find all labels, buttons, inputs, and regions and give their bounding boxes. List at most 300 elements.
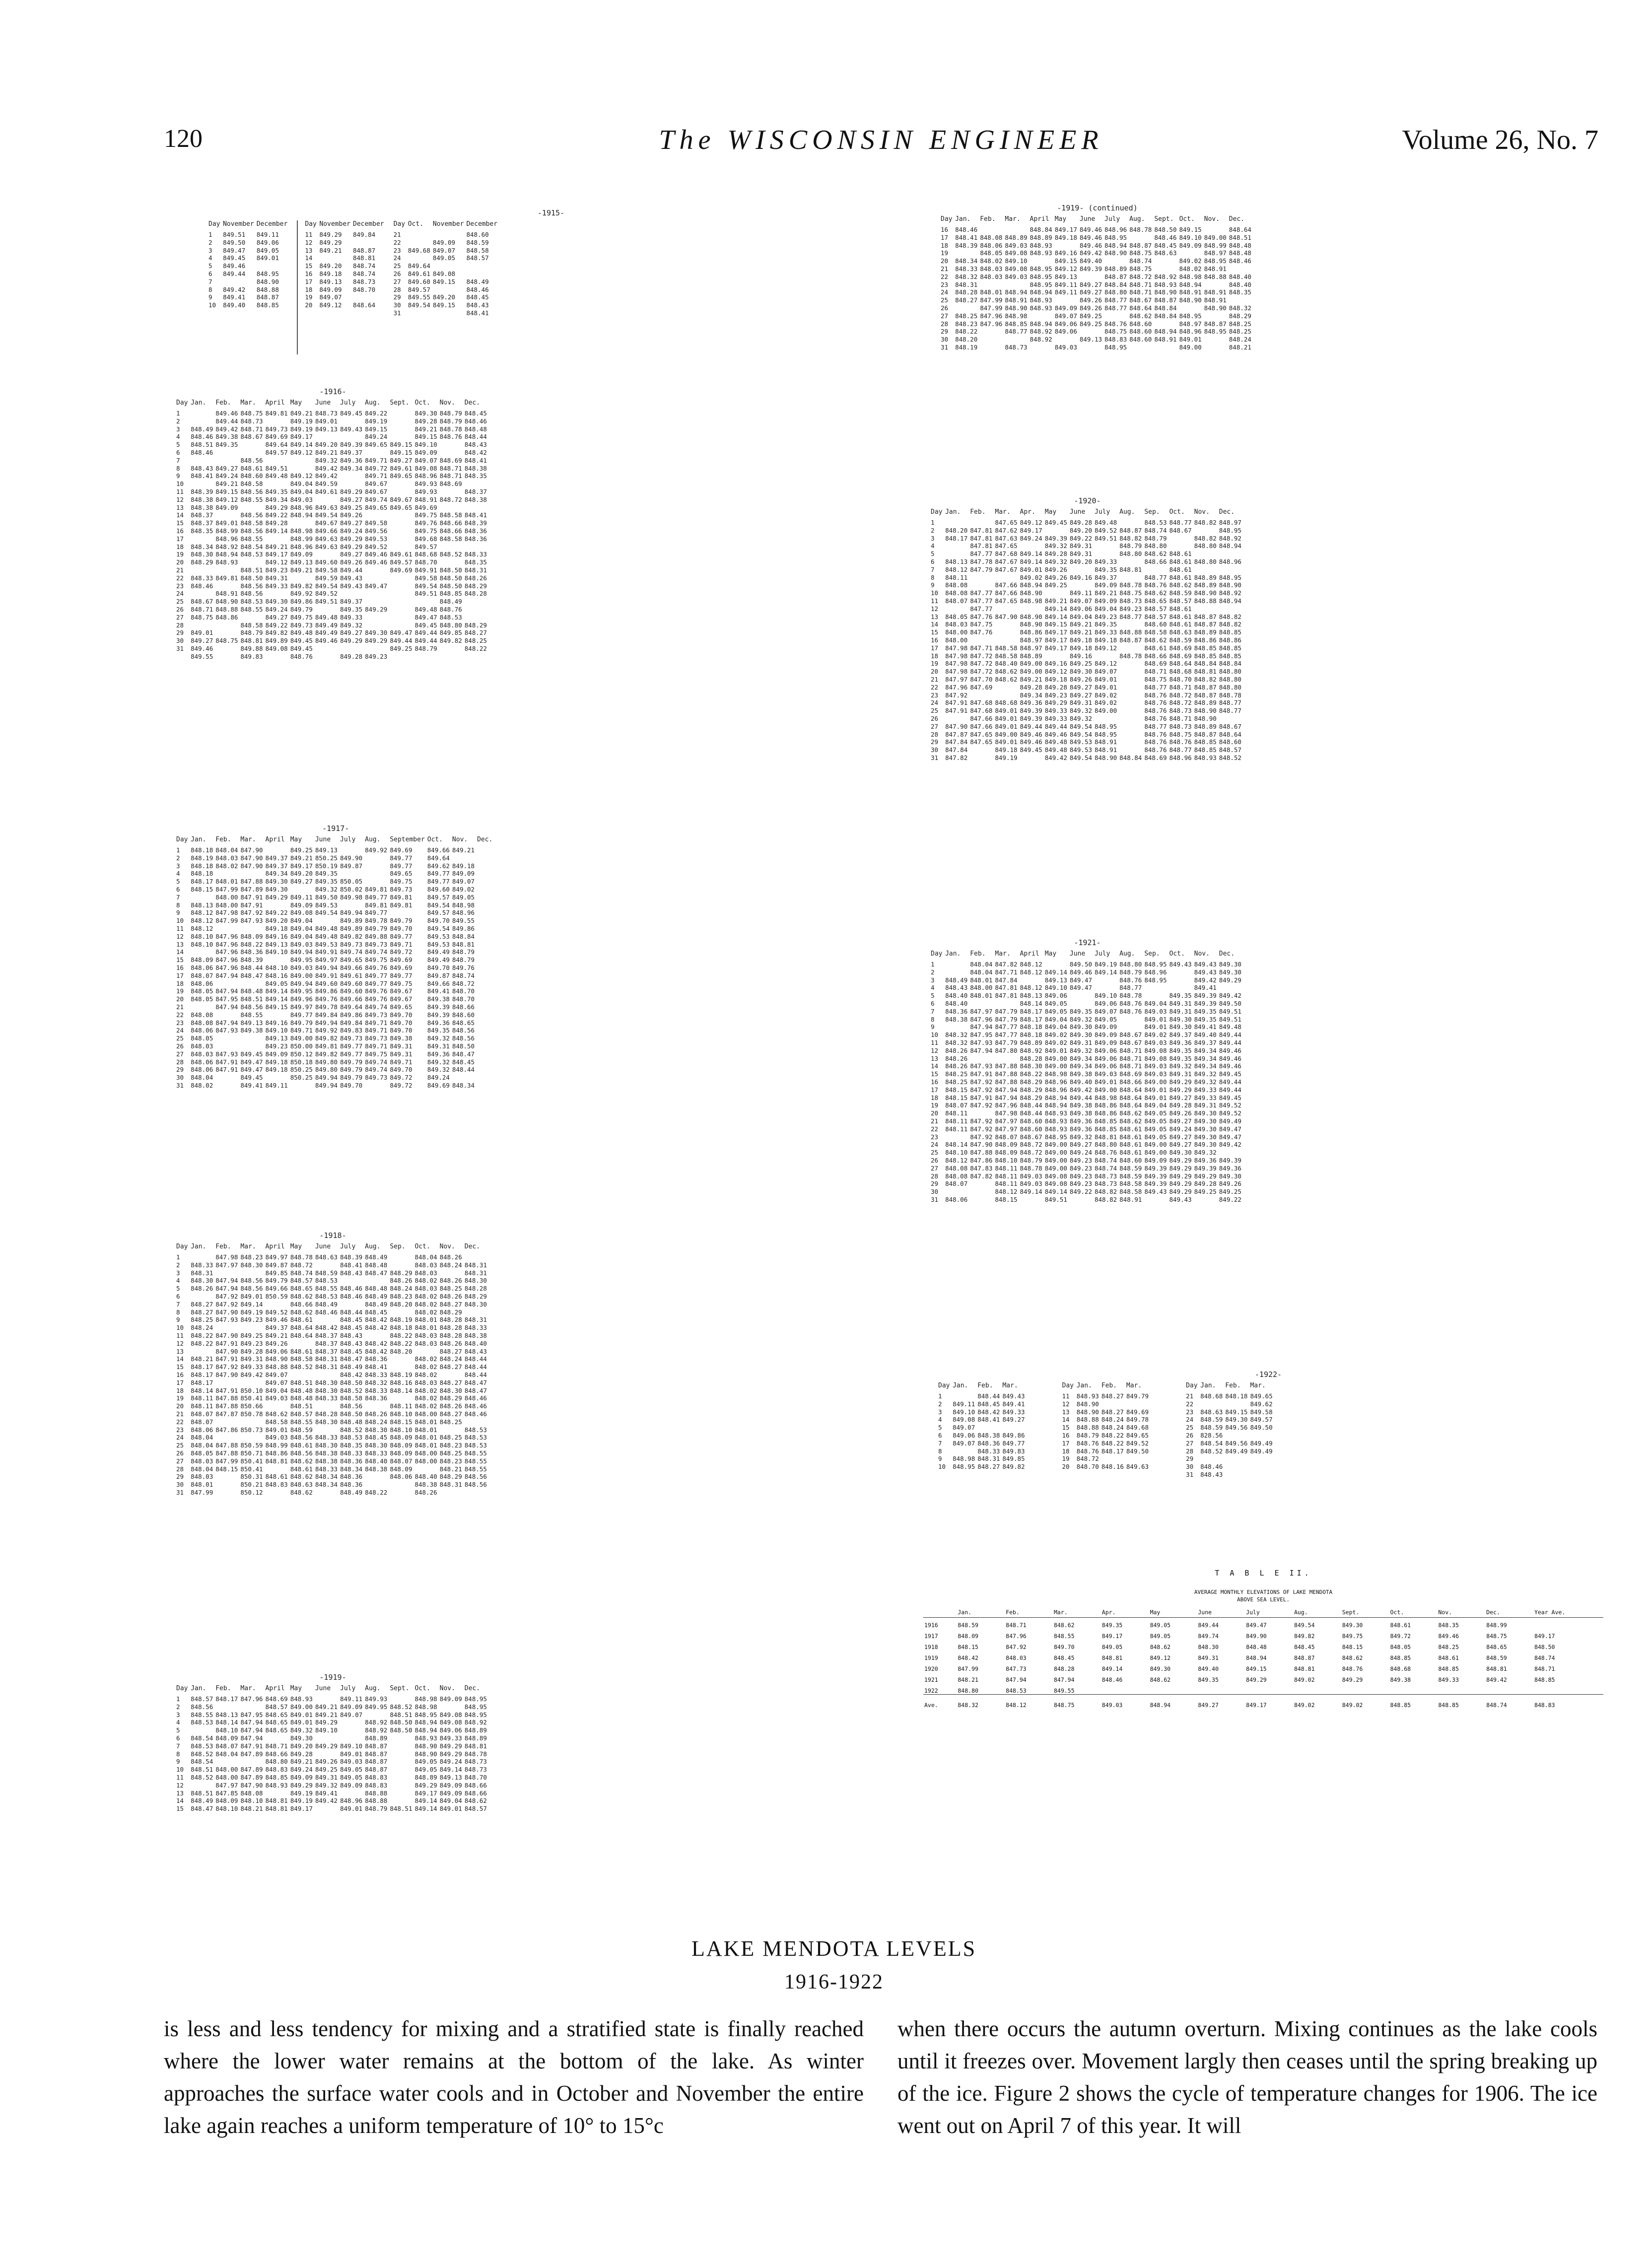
value-cell: 848.58	[340, 1394, 363, 1402]
value-cell: 848.05	[191, 987, 213, 995]
value-cell: 849.01	[1144, 1023, 1167, 1031]
value-cell	[215, 511, 240, 519]
value-cell: 847.91	[970, 1070, 993, 1078]
value-cell: 849.74	[365, 1003, 388, 1011]
value-cell: 848.95	[414, 1711, 437, 1718]
value-cell: 849.60	[408, 277, 430, 285]
day-cell: 15	[1062, 1424, 1070, 1432]
value-cell: 849.54	[1069, 754, 1092, 761]
day-cell: 21	[393, 231, 401, 238]
table-row	[208, 270, 290, 278]
value-cell: 848.19	[390, 1371, 413, 1378]
value-cell: 848.40	[365, 1457, 388, 1465]
value-cell	[1194, 550, 1219, 558]
table-row	[176, 550, 489, 558]
value-cell: 849.29	[1246, 1676, 1267, 1683]
value-cell	[465, 1489, 489, 1497]
value-cell: 849.50	[1126, 1447, 1149, 1455]
value-cell: 849.30	[1169, 1015, 1192, 1023]
value-cell: 848.48	[1246, 1644, 1267, 1650]
value-cell: 849.09	[215, 503, 238, 511]
table-row	[941, 249, 1254, 257]
table-row	[938, 1440, 1028, 1447]
value-cell	[1119, 738, 1144, 746]
value-cell: 848.32	[945, 1038, 968, 1046]
value-cell: 848.62	[290, 1473, 313, 1481]
value-cell: 848.25	[439, 1449, 462, 1457]
value-cell: 848.75	[1144, 675, 1167, 683]
value-cell	[223, 278, 257, 286]
value-cell: 848.94	[1154, 328, 1177, 336]
value-cell: 849.27	[215, 464, 238, 472]
value-cell: 849.14	[1044, 613, 1067, 620]
value-cell: 848.51	[390, 1805, 413, 1813]
value-cell: 849.36	[1219, 1164, 1241, 1172]
value-cell: 848.60	[466, 231, 489, 238]
day-cell: 8	[176, 1750, 180, 1758]
value-cell: 849.16	[1044, 660, 1067, 668]
value-cell: 848.87	[365, 1766, 388, 1774]
value-cell: 849.56	[365, 527, 388, 535]
value-cell: 848.24	[365, 1418, 388, 1426]
value-cell	[995, 691, 1020, 699]
value-cell: 848.64	[1129, 304, 1152, 312]
value-cell: 849.00	[290, 1703, 313, 1711]
value-cell: 849.45	[290, 644, 313, 652]
table-row	[176, 1042, 495, 1050]
value-cell: 848.14	[215, 1718, 238, 1726]
value-cell	[1204, 312, 1229, 320]
day-cell: 8	[938, 1447, 942, 1455]
value-cell: 849.79	[340, 1058, 363, 1066]
value-cell: 847.91	[240, 1742, 263, 1750]
value-cell: 848.66	[439, 519, 462, 527]
value-cell	[440, 441, 465, 449]
column-header: Day	[1062, 1382, 1074, 1389]
table-row	[176, 645, 489, 653]
value-cell: 849.31	[390, 1042, 413, 1050]
value-cell: 848.39	[191, 487, 213, 495]
value-cell	[191, 1782, 215, 1789]
value-cell: 848.01	[980, 288, 1003, 296]
value-cell: 848.01	[191, 1481, 213, 1489]
value-cell	[340, 1726, 365, 1734]
value-cell: 849.69	[1126, 1408, 1149, 1416]
value-cell: 848.36	[365, 1394, 388, 1402]
value-cell: 848.95	[1095, 730, 1117, 738]
value-cell: 847.82	[995, 961, 1018, 968]
column-header: Oct.	[408, 220, 423, 228]
value-cell: 848.54	[1200, 1439, 1223, 1447]
value-cell: 849.29	[319, 231, 342, 238]
value-cell: 848.87	[1194, 613, 1217, 620]
value-cell: 849.35	[340, 605, 363, 613]
value-cell: 849.46	[1079, 233, 1102, 241]
value-cell: 848.11	[945, 1117, 968, 1125]
day-cell: 17	[941, 233, 949, 241]
value-cell: 849.82	[315, 1050, 338, 1058]
value-cell: 848.93	[1194, 754, 1217, 761]
value-cell: 849.47	[390, 629, 413, 637]
value-cell	[995, 684, 1020, 691]
value-cell: 848.23	[439, 1457, 462, 1465]
value-cell	[390, 1355, 414, 1363]
day-cell: 21	[176, 566, 184, 574]
table-row	[931, 1133, 1244, 1141]
value-cell: 849.20	[315, 441, 338, 449]
table-row	[176, 1766, 489, 1774]
value-cell: 849.73	[365, 1074, 388, 1082]
day-cell: 11	[1062, 1392, 1070, 1400]
value-cell: 849.53	[315, 901, 338, 909]
value-cell: 849.15	[365, 425, 388, 433]
value-cell: 849.24	[215, 472, 238, 480]
value-cell: 848.64	[1119, 1094, 1142, 1101]
day-cell: 5	[176, 441, 180, 449]
value-cell: 848.12	[945, 565, 968, 573]
value-cell: 848.89	[464, 1734, 487, 1742]
day-cell: 14	[931, 620, 939, 628]
table-row	[208, 278, 290, 286]
value-cell: 849.32	[1069, 1015, 1092, 1023]
value-cell: 848.55	[464, 1457, 487, 1465]
value-cell: 848.90	[215, 598, 238, 606]
value-cell: 848.29	[191, 558, 213, 566]
value-cell: 848.90	[1179, 296, 1202, 304]
value-cell: 849.57	[427, 893, 450, 901]
table-row	[931, 589, 1244, 597]
column-header: Sep.	[1144, 950, 1160, 958]
day-cell: 5	[176, 878, 180, 886]
table-row	[931, 691, 1244, 699]
value-cell	[1219, 984, 1244, 992]
table-row	[176, 558, 489, 566]
value-cell: 849.25	[1079, 320, 1102, 328]
column-header: Day	[176, 1685, 188, 1692]
day-cell: 26	[176, 1449, 184, 1457]
value-cell: 848.06	[191, 1066, 213, 1074]
value-cell: 848.24	[1101, 1416, 1124, 1424]
value-cell: 848.78	[1129, 226, 1152, 233]
day-cell: 17	[931, 1086, 939, 1094]
day-cell: 10	[176, 1324, 184, 1332]
value-cell: 848.29	[439, 1473, 462, 1481]
value-cell: 848.85	[1534, 1676, 1555, 1683]
table-row	[941, 320, 1254, 328]
value-cell: 849.12	[265, 558, 288, 566]
column-header: May	[290, 399, 302, 407]
value-cell: 849.23	[365, 652, 388, 660]
table-row	[941, 336, 1254, 343]
value-cell: 849.32	[315, 885, 338, 893]
value-cell: 849.53	[427, 940, 450, 948]
value-cell	[390, 653, 414, 661]
value-cell: 849.47	[1069, 976, 1092, 984]
value-cell: 849.39	[1044, 534, 1067, 542]
table-row	[931, 597, 1244, 605]
value-cell: 849.17	[414, 1789, 437, 1797]
value-cell: 849.34	[340, 464, 363, 472]
value-cell: 848.55	[240, 1011, 263, 1019]
value-cell: 848.78	[1119, 581, 1142, 589]
value-cell: 849.88	[365, 932, 388, 940]
value-cell: 849.16	[265, 1019, 288, 1027]
day-cell: 11	[176, 924, 184, 932]
value-cell: 849.07	[265, 1378, 288, 1386]
table-row	[931, 613, 1244, 621]
value-cell: 848.91	[1095, 738, 1117, 746]
value-cell: 849.13	[1044, 976, 1067, 984]
value-cell	[1225, 1471, 1250, 1479]
value-cell: 848.03	[980, 265, 1003, 273]
value-cell: 849.15	[1054, 257, 1077, 265]
value-cell: 848.68	[414, 550, 437, 558]
value-cell	[365, 614, 390, 621]
day-cell: 7	[208, 277, 212, 285]
value-cell: 848.79	[452, 948, 475, 956]
value-cell: 847.90	[970, 1141, 993, 1149]
value-cell: 848.83	[265, 1481, 288, 1489]
value-cell: 848.68	[1390, 1665, 1411, 1672]
value-cell: 847.77	[970, 550, 993, 558]
value-cell	[215, 1489, 240, 1497]
column-header: November	[432, 220, 464, 228]
day-cell: 29	[931, 738, 939, 746]
value-cell: 849.15	[390, 448, 413, 456]
value-cell: 848.00	[215, 901, 238, 909]
value-cell: 848.20	[390, 1300, 413, 1308]
table-1921-title: -1921-	[1074, 938, 1101, 947]
value-cell: 848.34	[315, 1481, 338, 1489]
value-cell: 848.04	[414, 1253, 437, 1261]
value-cell: 848.56	[464, 1473, 487, 1481]
value-cell: 847.68	[970, 707, 993, 715]
value-cell: 848.86	[1194, 636, 1217, 644]
column-header: Day	[941, 215, 953, 223]
value-cell: 848.38	[191, 495, 213, 503]
value-cell: 849.66	[340, 995, 363, 1003]
value-cell: 848.96	[1044, 1086, 1067, 1094]
value-cell: 848.79	[240, 629, 263, 637]
value-cell: 849.11	[340, 1695, 363, 1703]
value-cell: 849.89	[340, 917, 363, 925]
value-cell: 849.02	[1341, 1695, 1389, 1709]
value-cell: 848.29	[464, 621, 487, 629]
table-row	[1062, 1455, 1152, 1463]
value-cell: 848.02	[414, 1386, 437, 1394]
value-cell	[340, 870, 365, 878]
value-cell	[315, 1261, 340, 1269]
value-cell: 848.50	[240, 574, 263, 582]
value-cell: 847.92	[970, 1078, 993, 1086]
value-cell: 848.82	[1219, 613, 1241, 620]
value-cell: 848.94	[1246, 1654, 1267, 1661]
value-cell: 848.76	[290, 652, 313, 660]
table-block-grid	[938, 1382, 1028, 1471]
value-cell: 849.27	[1079, 288, 1102, 296]
value-cell: 848.90	[1204, 304, 1227, 312]
value-cell	[390, 488, 414, 496]
value-cell: 847.94	[240, 1726, 263, 1734]
value-cell: 849.65	[1126, 1431, 1149, 1439]
column-header: May	[1044, 508, 1057, 516]
value-cell: 848.55	[1053, 1633, 1075, 1640]
value-cell: 849.20	[1069, 526, 1092, 534]
day-cell: 20	[305, 301, 313, 309]
value-cell: 848.03	[414, 1331, 437, 1339]
value-cell: 849.28	[290, 1750, 313, 1758]
value-cell: 849.11	[1054, 288, 1077, 296]
value-cell: 849.77	[390, 971, 413, 979]
column-header: Feb.	[1005, 1607, 1053, 1618]
value-cell: 848.77	[1169, 519, 1192, 526]
value-cell	[1389, 1683, 1438, 1695]
value-cell: 847.77	[995, 1023, 1018, 1031]
value-cell: 849.46	[365, 550, 388, 558]
value-cell: 849.17	[1054, 226, 1077, 233]
table-row	[176, 1019, 495, 1027]
table-row	[176, 870, 495, 878]
value-cell: 847.87	[945, 730, 968, 738]
day-cell: 31	[931, 1195, 939, 1203]
day-cell: 9	[208, 293, 212, 301]
value-cell: 848.92	[1154, 273, 1177, 280]
value-cell: 849.57	[390, 558, 413, 566]
value-cell	[315, 917, 340, 925]
value-cell: 848.12	[191, 924, 213, 932]
value-cell: 849.70	[390, 1027, 413, 1034]
value-cell: 849.45	[1044, 519, 1067, 526]
value-cell	[1070, 1000, 1095, 1008]
day-cell: 3	[176, 1269, 180, 1277]
value-cell	[266, 901, 290, 909]
value-cell	[1104, 312, 1129, 320]
value-cell: 849.05	[265, 979, 288, 987]
day-cell: 9	[176, 1758, 180, 1766]
value-cell: 849.41	[427, 987, 450, 995]
day-cell: 9	[176, 1316, 180, 1324]
value-cell: 849.47	[414, 613, 437, 621]
value-cell: 849.77	[365, 971, 388, 979]
value-cell: 849.46	[1020, 738, 1042, 746]
value-cell: 849.09	[1095, 581, 1117, 589]
value-cell: 847.95	[240, 1711, 263, 1718]
value-cell: 848.57	[290, 1277, 313, 1285]
value-cell	[945, 968, 970, 976]
value-cell: 848.50	[340, 1378, 363, 1386]
value-cell: 849.33	[1095, 557, 1117, 565]
value-cell	[215, 629, 240, 637]
value-cell: 848.73	[1005, 343, 1028, 351]
value-cell	[970, 519, 995, 527]
table-row	[931, 527, 1244, 535]
value-cell: 848.98	[290, 527, 313, 535]
value-cell: 848.11	[191, 1394, 213, 1402]
value-cell: 848.66	[290, 1300, 313, 1308]
value-cell	[1341, 1683, 1389, 1695]
value-cell: 849.23	[1069, 1164, 1092, 1172]
column-header: Aug.	[365, 399, 381, 407]
value-cell	[215, 1434, 240, 1442]
value-cell	[1144, 566, 1169, 574]
value-cell: 848.26	[439, 1277, 462, 1285]
value-cell: 848.10	[191, 932, 213, 940]
column-header: Oct.	[414, 399, 430, 407]
day-cell: 4	[931, 984, 935, 992]
value-cell: 848.06	[191, 1058, 213, 1066]
value-cell: 849.34	[265, 495, 288, 503]
value-cell: 848.91	[215, 590, 238, 598]
value-cell: 848.11	[995, 1164, 1018, 1172]
value-cell: 848.80	[1095, 1141, 1117, 1149]
value-cell	[1020, 1196, 1045, 1204]
value-cell: 848.99	[1204, 241, 1227, 249]
day-cell: 21	[176, 1410, 184, 1418]
value-cell: 849.30	[265, 878, 288, 886]
value-cell: 848.95	[1144, 976, 1167, 984]
day-cell: 17	[176, 535, 184, 543]
table-row	[176, 1253, 489, 1261]
value-cell: 848.27	[977, 1463, 1000, 1471]
value-cell: 849.08	[1005, 265, 1028, 273]
value-cell: 848.29	[439, 1394, 462, 1402]
value-cell: 849.51	[223, 231, 246, 238]
value-cell: 848.76	[1144, 746, 1167, 754]
value-cell: 849.24	[427, 1074, 450, 1082]
journal-title: The WISCONSIN ENGINEER	[659, 125, 1103, 155]
value-cell	[215, 1269, 240, 1277]
value-cell: 849.37	[265, 854, 288, 862]
value-cell	[1229, 296, 1254, 304]
value-cell: 849.96	[290, 995, 313, 1003]
value-cell	[465, 598, 489, 606]
value-cell	[945, 1188, 970, 1196]
value-cell: 848.36	[240, 948, 263, 956]
value-cell: 849.32	[427, 1066, 450, 1074]
value-cell: 848.17	[945, 534, 968, 542]
column-header: Jan.	[1200, 1382, 1216, 1389]
value-cell: 849.84	[340, 1019, 363, 1027]
table-row	[931, 1031, 1244, 1039]
value-cell: 848.59	[1169, 636, 1192, 644]
value-cell: 849.42	[1486, 1676, 1507, 1683]
table-row	[176, 1082, 495, 1090]
day-cell: 27	[931, 1164, 939, 1172]
value-cell: 848.99	[215, 527, 238, 535]
value-cell: 849.42	[1219, 992, 1241, 1000]
value-cell: 848.29	[439, 1308, 462, 1316]
value-cell: 849.63	[1126, 1463, 1149, 1471]
value-cell: 848.55	[240, 495, 263, 503]
value-cell: 848.94	[414, 1718, 437, 1726]
column-header: Oct.	[1169, 950, 1185, 958]
value-cell: 849.03	[1144, 1007, 1167, 1015]
day-cell: 2	[208, 238, 212, 246]
day-cell: 3	[938, 1408, 942, 1416]
value-cell: 849.65	[1250, 1392, 1273, 1400]
day-cell: 2	[176, 854, 180, 862]
day-cell: 4	[176, 1277, 180, 1285]
table-header-row	[208, 220, 290, 231]
table-row	[931, 1047, 1244, 1055]
day-cell: 15	[305, 262, 313, 270]
value-cell: 848.95	[1144, 961, 1167, 968]
value-cell: 848.53	[1144, 519, 1167, 526]
day-cell: 18	[305, 285, 313, 293]
value-cell: 848.87	[1129, 241, 1152, 249]
value-cell: 848.30	[191, 1277, 213, 1285]
value-cell: 848.17	[191, 1363, 213, 1371]
